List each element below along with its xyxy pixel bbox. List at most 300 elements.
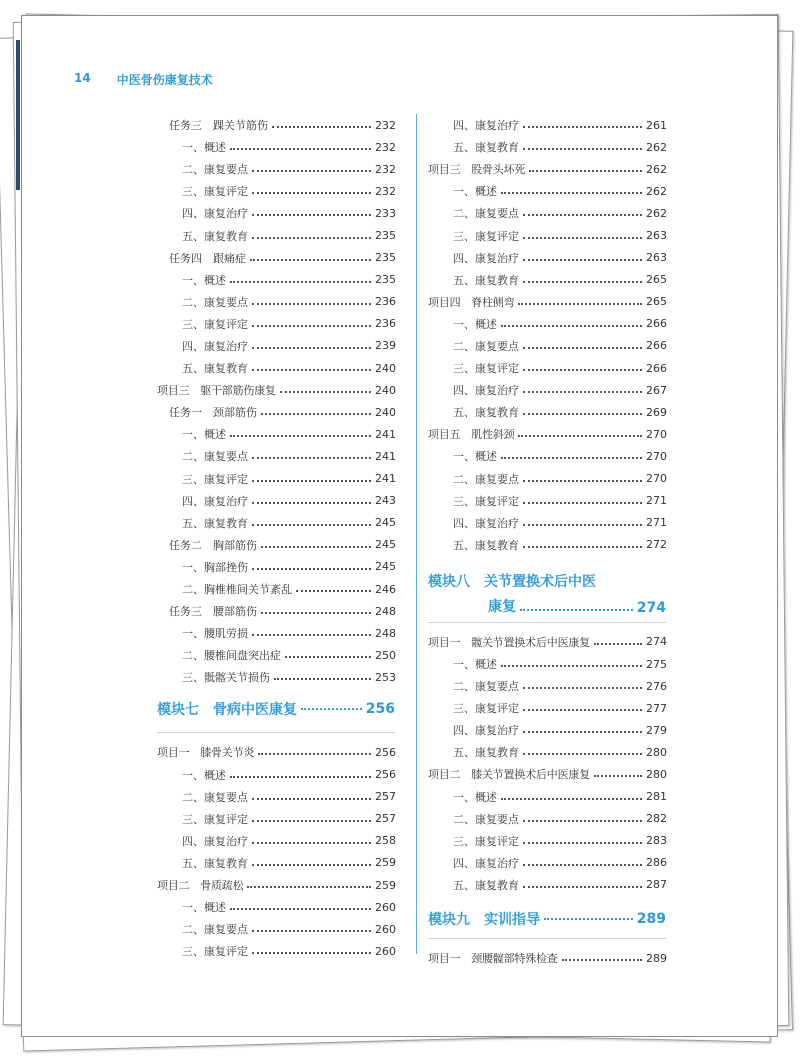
- leader-dots: [252, 634, 371, 636]
- toc-entry[interactable]: [157, 202, 395, 224]
- toc-entry[interactable]: [428, 741, 666, 763]
- leader-dots: [523, 413, 642, 415]
- toc-entry[interactable]: [428, 490, 666, 512]
- leader-dots: [523, 546, 642, 548]
- toc-entry-page: 261: [646, 118, 667, 132]
- toc-entry-page: 259: [375, 878, 396, 892]
- toc-entry-label: 四、康复治疗: [182, 494, 248, 508]
- leader-dots: [247, 886, 371, 888]
- toc-entry[interactable]: [428, 247, 666, 269]
- toc-entry-page: 270: [646, 449, 667, 463]
- leader-dots: [501, 325, 642, 327]
- toc-entry-label: 二、康复要点: [182, 295, 248, 309]
- toc-entry-label: 五、康复教育: [453, 141, 519, 155]
- toc-entry-page: 287: [646, 878, 667, 892]
- toc-entry-page: 236: [375, 295, 396, 309]
- toc-entry-page: 283: [646, 834, 667, 848]
- module-label: 模块七 骨病中医康复: [157, 702, 297, 719]
- toc-entry-label: 二、康复要点: [182, 163, 248, 177]
- toc-entry[interactable]: [428, 114, 666, 136]
- toc-entry-label: 一、概述: [182, 273, 226, 287]
- toc-entry-label: 五、康复教育: [182, 362, 248, 376]
- toc-entry-page: 232: [375, 118, 396, 132]
- leader-dots: [523, 753, 642, 755]
- toc-entry-page: 246: [375, 582, 396, 596]
- toc-entry[interactable]: [157, 468, 395, 490]
- toc-entry-label: 一、概述: [453, 658, 497, 672]
- toc-entry-page: 279: [646, 723, 667, 737]
- module-heading[interactable]: [428, 556, 666, 623]
- toc-entry-page: 263: [646, 229, 667, 243]
- leader-dots: [523, 886, 642, 888]
- toc-entry-label: 三、康复评定: [182, 317, 248, 331]
- leader-dots: [523, 391, 642, 393]
- leader-dots: [523, 369, 642, 371]
- leader-dots: [252, 502, 371, 504]
- toc-entry-label: 三、康复评定: [182, 812, 248, 826]
- toc-list: [428, 947, 666, 969]
- toc-entry[interactable]: [428, 224, 666, 246]
- leader-dots: [523, 237, 642, 239]
- toc-entry-page: 256: [375, 768, 396, 782]
- leader-dots: [523, 148, 642, 150]
- toc-entry-label: 五、康复教育: [453, 273, 519, 287]
- leader-dots: [523, 126, 642, 128]
- leader-dots: [230, 148, 371, 150]
- toc-entry[interactable]: [157, 114, 395, 136]
- leader-dots: [250, 259, 371, 261]
- toc-entry-page: 276: [646, 679, 667, 693]
- leader-dots: [252, 864, 371, 866]
- toc-entry-label: 三、康复评定: [453, 362, 519, 376]
- toc-entry-page: 262: [646, 140, 667, 154]
- toc-entry[interactable]: [157, 940, 395, 962]
- toc-entry-page: 286: [646, 856, 667, 870]
- toc-entry[interactable]: [428, 697, 666, 719]
- toc-entry-label: 一、概述: [453, 185, 497, 199]
- leader-dots: [280, 391, 371, 393]
- leader-dots: [501, 665, 642, 667]
- toc-entry-page: 241: [375, 472, 396, 486]
- toc-entry-label: 二、康复要点: [453, 812, 519, 826]
- toc-entry-label: 项目二 膝关节置换术后中医康复: [428, 768, 590, 782]
- toc-entry[interactable]: [428, 534, 666, 556]
- toc-entry-page: 269: [646, 405, 667, 419]
- toc-entry-page: 248: [375, 626, 396, 640]
- toc-entry-page: 280: [646, 745, 667, 759]
- toc-entry-label: 任务二 胸部筋伤: [169, 538, 257, 552]
- toc-entry[interactable]: [428, 468, 666, 490]
- toc-entry-page: 232: [375, 140, 396, 154]
- toc-entry-page: 266: [646, 361, 667, 375]
- leader-dots: [252, 237, 371, 239]
- toc-entry-label: 项目四 脊柱侧弯: [428, 295, 515, 309]
- toc-entry[interactable]: [428, 313, 666, 335]
- leader-dots: [296, 590, 371, 592]
- leader-dots: [523, 502, 642, 504]
- toc-entry-label: 三、康复评定: [453, 494, 519, 508]
- leader-dots: [523, 259, 642, 261]
- leader-dots: [252, 170, 371, 172]
- leader-dots: [594, 643, 642, 645]
- leader-dots: [252, 214, 371, 216]
- toc-entry-page: 258: [375, 834, 396, 848]
- toc-entry[interactable]: [157, 313, 395, 335]
- toc-entry[interactable]: [157, 445, 395, 467]
- leader-dots: [529, 170, 642, 172]
- toc-entry-page: 262: [646, 184, 667, 198]
- leader-dots: [252, 325, 371, 327]
- leader-dots: [523, 842, 642, 844]
- toc-entry-page: 267: [646, 383, 667, 397]
- toc-entry-page: 253: [375, 670, 396, 684]
- toc-entry-label: 一、概述: [182, 428, 226, 442]
- toc-entry[interactable]: [428, 653, 666, 675]
- leader-dots: [261, 413, 371, 415]
- toc-entry[interactable]: [157, 600, 395, 622]
- toc-entry-page: 265: [646, 273, 667, 287]
- toc-entry-page: 289: [646, 951, 667, 965]
- toc-entry-page: 270: [646, 472, 667, 486]
- toc-entry-label: 五、康复教育: [453, 878, 519, 892]
- leader-dots: [261, 546, 371, 548]
- toc-entry[interactable]: [157, 556, 395, 578]
- toc-entry[interactable]: [157, 269, 395, 291]
- toc-entry-label: 三、骶髂关节损伤: [182, 671, 270, 685]
- leader-dots: [272, 126, 371, 128]
- leader-dots: [252, 952, 371, 954]
- module-label: 模块九 实训指导: [428, 912, 540, 928]
- toc-entry[interactable]: [157, 874, 395, 896]
- toc-entry[interactable]: [157, 644, 395, 666]
- book-page: [21, 15, 778, 1037]
- toc-entry[interactable]: [157, 764, 395, 786]
- leader-dots: [594, 775, 642, 777]
- toc-entry[interactable]: [428, 158, 666, 180]
- leader-dots: [523, 820, 642, 822]
- leader-dots: [252, 568, 371, 570]
- toc-entry-page: 259: [375, 856, 396, 870]
- toc-entry-page: 235: [375, 273, 396, 287]
- toc-entry[interactable]: [428, 719, 666, 741]
- toc-entry-page: 266: [646, 317, 667, 331]
- toc-entry-label: 任务四 跟痛症: [169, 251, 246, 265]
- toc-entry[interactable]: [428, 291, 666, 313]
- toc-entry-label: 项目三 躯干部筋伤康复: [157, 384, 276, 398]
- toc-entry[interactable]: [157, 357, 395, 379]
- module-label: 模块八 关节置换术后中医: [428, 573, 596, 590]
- leader-dots: [520, 609, 633, 611]
- toc-entry-label: 一、概述: [182, 768, 226, 782]
- toc-entry-page: 277: [646, 701, 667, 715]
- toc-entry[interactable]: [157, 247, 395, 269]
- leader-dots: [230, 435, 371, 437]
- leader-dots: [523, 864, 642, 866]
- toc-entry-page: 245: [375, 538, 396, 552]
- toc-entry-page: 281: [646, 790, 667, 804]
- toc-entry-page: 232: [375, 162, 396, 176]
- leader-dots: [285, 656, 371, 658]
- leader-dots: [501, 457, 642, 459]
- toc-entry-page: 260: [375, 922, 396, 936]
- toc-entry[interactable]: [428, 631, 666, 653]
- running-head: [74, 71, 213, 88]
- toc-entry-page: 270: [646, 427, 667, 441]
- toc-entry-label: 一、概述: [453, 790, 497, 804]
- leader-dots: [501, 798, 642, 800]
- toc-left-column: [157, 114, 395, 962]
- toc-entry[interactable]: [428, 401, 666, 423]
- toc-entry[interactable]: [157, 786, 395, 808]
- toc-entry[interactable]: [428, 808, 666, 830]
- toc-entry-label: 三、康复评定: [182, 185, 248, 199]
- toc-entry[interactable]: [428, 852, 666, 874]
- toc-entry-label: 四、康复治疗: [182, 207, 248, 221]
- toc-list: [157, 114, 395, 688]
- toc-entry-label: 五、康复教育: [453, 746, 519, 760]
- toc-entry-label: 项目二 骨质疏松: [157, 879, 244, 893]
- toc-entry-page: 274: [646, 635, 667, 649]
- toc-entry-label: 任务三 腰部筋伤: [169, 605, 257, 619]
- toc-entry[interactable]: [428, 830, 666, 852]
- toc-entry-label: 二、康复要点: [453, 472, 519, 486]
- toc-entry-page: 235: [375, 251, 396, 265]
- toc-entry-label: 三、康复评定: [453, 834, 519, 848]
- toc-entry[interactable]: [428, 269, 666, 291]
- leader-dots: [523, 214, 642, 216]
- leader-dots: [274, 678, 371, 680]
- leader-dots: [252, 930, 371, 932]
- leader-dots: [230, 281, 371, 283]
- toc-list: [157, 741, 395, 962]
- toc-entry[interactable]: [428, 512, 666, 534]
- leader-dots: [523, 347, 642, 349]
- toc-entry-page: 240: [375, 383, 396, 397]
- toc-entry[interactable]: [428, 136, 666, 158]
- leader-dots: [523, 687, 642, 689]
- toc-entry-label: 四、康复治疗: [182, 834, 248, 848]
- toc-entry[interactable]: [157, 512, 395, 534]
- toc-entry[interactable]: [157, 423, 395, 445]
- toc-entry[interactable]: [157, 379, 395, 401]
- toc-entry-page: 263: [646, 251, 667, 265]
- leader-dots: [518, 303, 642, 305]
- toc-entry-label: 四、康复治疗: [453, 724, 519, 738]
- leader-dots: [252, 480, 371, 482]
- toc-list: [428, 631, 666, 896]
- toc-entry-page: 248: [375, 604, 396, 618]
- toc-entry[interactable]: [157, 490, 395, 512]
- toc-entry-label: 五、康复教育: [182, 229, 248, 243]
- toc-entry-label: 二、胸椎椎间关节紊乱: [182, 583, 292, 597]
- leader-dots: [261, 612, 371, 614]
- toc-entry-page: 250: [375, 648, 396, 662]
- module-heading[interactable]: [157, 688, 395, 733]
- leader-dots: [230, 908, 371, 910]
- leader-dots: [301, 708, 362, 710]
- leader-dots: [501, 192, 642, 194]
- module-heading[interactable]: [428, 896, 666, 939]
- toc-entry-page: 257: [375, 790, 396, 804]
- toc-entry-label: 四、康复治疗: [453, 384, 519, 398]
- toc-entry-page: 272: [646, 538, 667, 552]
- toc-entry-label: 四、康复治疗: [453, 251, 519, 265]
- leader-dots: [252, 820, 371, 822]
- leader-dots: [252, 347, 371, 349]
- toc-entry-label: 五、康复教育: [453, 406, 519, 420]
- toc-entry[interactable]: [428, 379, 666, 401]
- leader-dots: [252, 842, 371, 844]
- page-edge-strip: [16, 40, 20, 190]
- leader-dots: [252, 303, 371, 305]
- toc-entry-label: 二、腰椎间盘突出症: [182, 649, 281, 663]
- toc-entry-label: 五、康复教育: [453, 538, 519, 552]
- toc-entry-page: 262: [646, 206, 667, 220]
- toc-entry-label: 项目五 肌性斜颈: [428, 428, 515, 442]
- toc-entry-label: 一、胸部挫伤: [182, 560, 248, 574]
- toc-entry[interactable]: [428, 180, 666, 202]
- toc-entry-label: 二、康复要点: [453, 339, 519, 353]
- toc-entry-label: 项目三 股骨头坏死: [428, 163, 526, 177]
- toc-entry-page: 271: [646, 516, 667, 530]
- toc-entry-label: 二、康复要点: [182, 923, 248, 937]
- toc-entry-label: 三、康复评定: [182, 472, 248, 486]
- toc-entry-page: 260: [375, 944, 396, 958]
- toc-entry[interactable]: [157, 830, 395, 852]
- toc-entry[interactable]: [428, 335, 666, 357]
- toc-entry-page: 265: [646, 295, 667, 309]
- toc-entry-page: 245: [375, 560, 396, 574]
- leader-dots: [523, 480, 642, 482]
- toc-entry-label: 二、康复要点: [453, 207, 519, 221]
- leader-dots: [252, 192, 371, 194]
- toc-entry-label: 三、康复评定: [453, 702, 519, 716]
- leader-dots: [562, 959, 642, 961]
- toc-entry-page: 275: [646, 657, 667, 671]
- toc-entry-page: 241: [375, 449, 396, 463]
- toc-entry[interactable]: [428, 874, 666, 896]
- toc-entry-label: 二、康复要点: [182, 790, 248, 804]
- module-page: 274: [636, 599, 666, 616]
- leader-dots: [258, 753, 371, 755]
- toc-entry-label: 项目一 髋关节置换术后中医康复: [428, 635, 590, 649]
- toc-entry-label: 五、康复教育: [182, 856, 248, 870]
- toc-entry-page: 240: [375, 405, 396, 419]
- toc-entry-label: 一、概述: [182, 141, 226, 155]
- toc-entry-label: 项目一 颈腰髋部特殊检查: [428, 952, 558, 966]
- toc-entry-page: 282: [646, 812, 667, 826]
- book-title: 中医骨伤康复技术: [116, 73, 213, 87]
- toc-entry-label: 项目一 膝骨关节炎: [157, 746, 255, 760]
- column-divider: [416, 114, 417, 954]
- toc-entry-label: 五、康复教育: [182, 516, 248, 530]
- toc-list: [428, 114, 666, 556]
- module-page: 256: [365, 701, 395, 718]
- leader-dots: [544, 918, 633, 920]
- toc-entry[interactable]: [157, 808, 395, 830]
- leader-dots: [523, 281, 642, 283]
- toc-entry[interactable]: [157, 852, 395, 874]
- leader-dots: [523, 731, 642, 733]
- toc-entry-label: 四、康复治疗: [453, 856, 519, 870]
- toc-entry-page: 262: [646, 162, 667, 176]
- toc-entry-label: 一、概述: [453, 450, 497, 464]
- leader-dots: [252, 457, 371, 459]
- leader-dots: [523, 709, 642, 711]
- toc-entry[interactable]: [157, 918, 395, 940]
- toc-entry[interactable]: [157, 335, 395, 357]
- toc-entry[interactable]: [428, 947, 666, 969]
- leader-dots: [518, 435, 642, 437]
- toc-entry[interactable]: [428, 357, 666, 379]
- toc-entry-page: 243: [375, 494, 396, 508]
- toc-entry-label: 二、康复要点: [182, 450, 248, 464]
- toc-entry-label: 四、康复治疗: [453, 119, 519, 133]
- toc-right-column: [428, 114, 666, 969]
- toc-entry-label: 三、康复评定: [453, 229, 519, 243]
- toc-entry[interactable]: [157, 291, 395, 313]
- toc-entry[interactable]: [157, 741, 395, 763]
- toc-entry-page: 257: [375, 812, 396, 826]
- toc-entry-page: 280: [646, 767, 667, 781]
- toc-entry-page: 271: [646, 494, 667, 508]
- toc-entry-page: 233: [375, 206, 396, 220]
- toc-entry[interactable]: [157, 158, 395, 180]
- toc-entry[interactable]: [157, 224, 395, 246]
- module-page: 289: [636, 911, 666, 927]
- toc-entry[interactable]: [428, 423, 666, 445]
- toc-entry[interactable]: [157, 896, 395, 918]
- toc-entry-label: 任务一 颈部筋伤: [169, 406, 257, 420]
- toc-entry[interactable]: [428, 445, 666, 467]
- toc-entry[interactable]: [157, 622, 395, 644]
- leader-dots: [523, 524, 642, 526]
- toc-entry[interactable]: [157, 666, 395, 688]
- toc-entry-page: 240: [375, 361, 396, 375]
- toc-entry-label: 一、概述: [453, 317, 497, 331]
- toc-entry-label: 一、概述: [182, 901, 226, 915]
- toc-entry-page: 232: [375, 184, 396, 198]
- toc-entry-label: 四、康复治疗: [182, 339, 248, 353]
- toc-entry-page: 235: [375, 229, 396, 243]
- toc-entry-page: 236: [375, 317, 396, 331]
- toc-entry[interactable]: [157, 180, 395, 202]
- toc-entry-label: 三、康复评定: [182, 945, 248, 959]
- toc-entry[interactable]: [428, 763, 666, 785]
- toc-entry-label: 四、康复治疗: [453, 516, 519, 530]
- toc-entry-page: 260: [375, 900, 396, 914]
- toc-entry-label: 二、康复要点: [453, 680, 519, 694]
- module-label-cont: 康复: [488, 598, 516, 615]
- toc-entry[interactable]: [157, 401, 395, 423]
- leader-dots: [252, 524, 371, 526]
- leader-dots: [252, 369, 371, 371]
- toc-entry[interactable]: [157, 534, 395, 556]
- toc-entry-label: 一、腰肌劳损: [182, 627, 248, 641]
- toc-entry-label: 任务三 踝关节筋伤: [169, 119, 268, 133]
- toc-entry-page: 245: [375, 516, 396, 530]
- toc-entry-page: 241: [375, 427, 396, 441]
- toc-entry-page: 266: [646, 339, 667, 353]
- toc-entry[interactable]: [157, 578, 395, 600]
- page-number: 14: [74, 71, 91, 85]
- toc-entry[interactable]: [428, 786, 666, 808]
- toc-entry-page: 256: [375, 745, 396, 759]
- toc-entry[interactable]: [428, 202, 666, 224]
- leader-dots: [230, 776, 371, 778]
- toc-entry[interactable]: [428, 675, 666, 697]
- toc-entry[interactable]: [157, 136, 395, 158]
